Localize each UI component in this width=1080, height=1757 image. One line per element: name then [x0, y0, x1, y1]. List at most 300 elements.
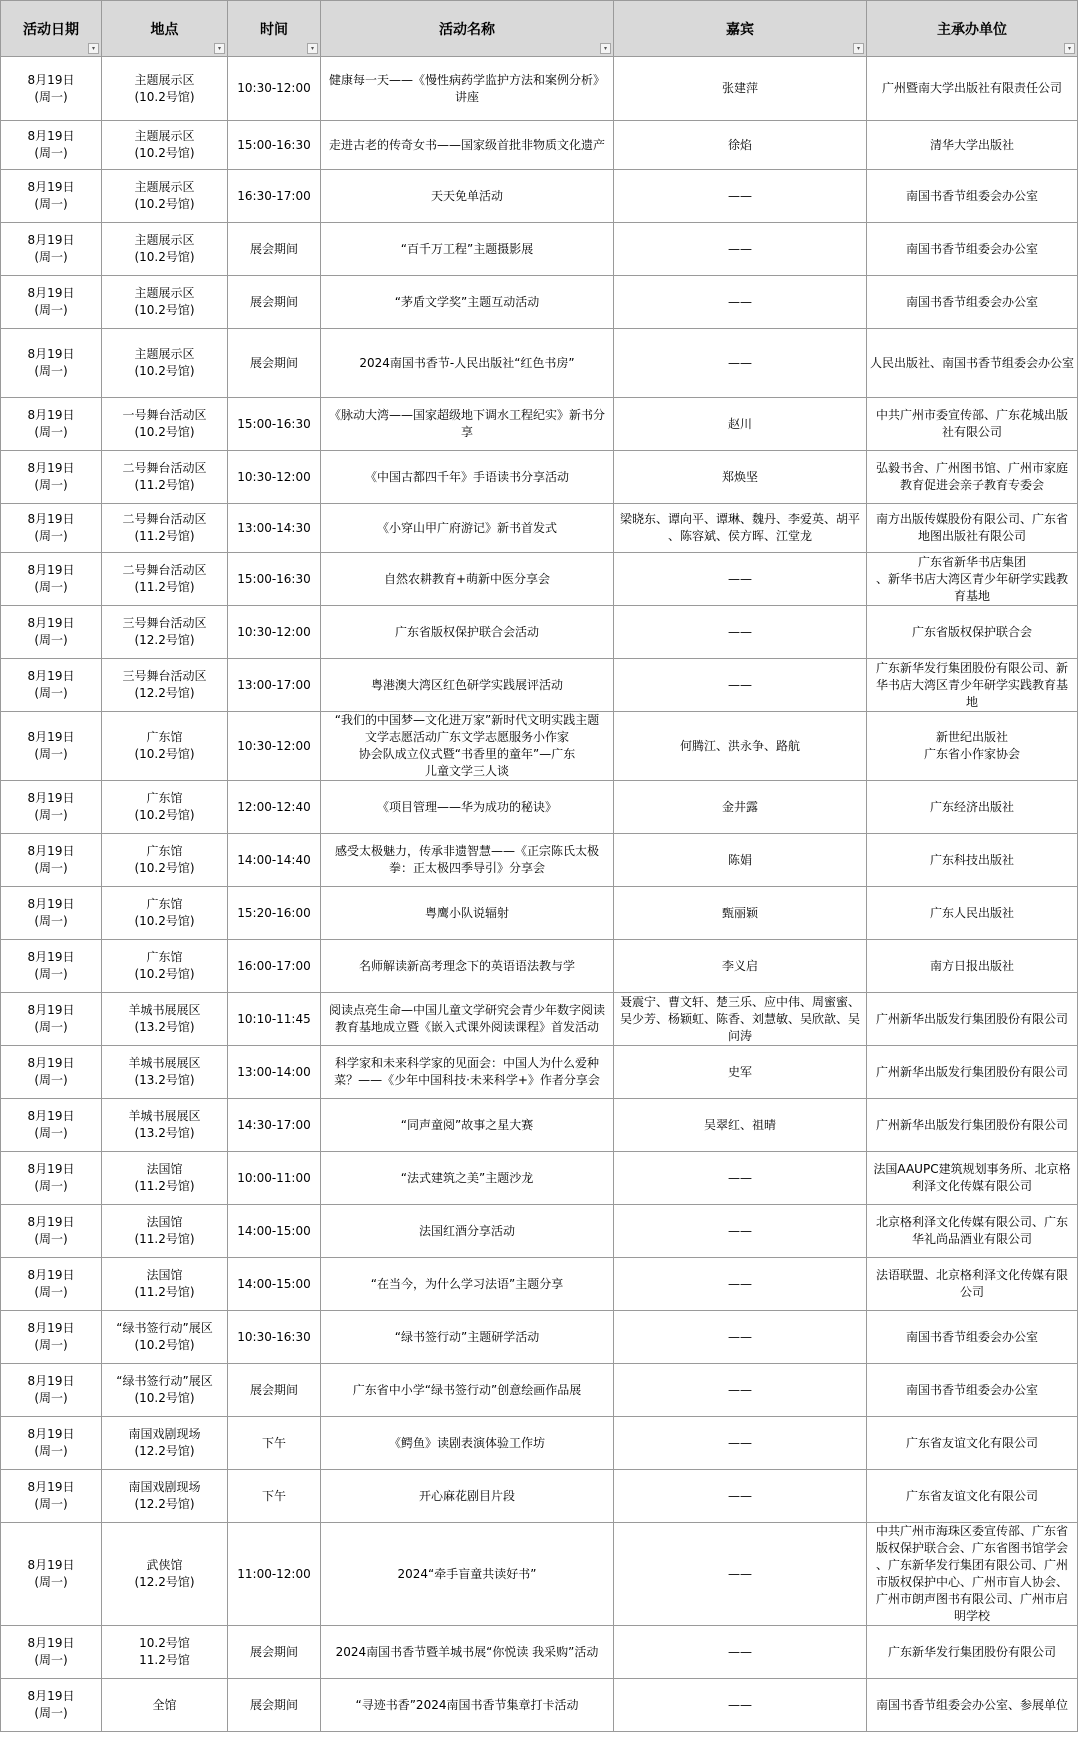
- cell-guest[interactable]: [614, 1364, 867, 1417]
- cell-date[interactable]: [1, 659, 102, 712]
- cell-org[interactable]: [867, 276, 1078, 329]
- cell-venue[interactable]: [102, 553, 228, 606]
- cell-date[interactable]: [1, 276, 102, 329]
- cell-venue[interactable]: [102, 121, 228, 170]
- cell-name[interactable]: [321, 1099, 614, 1152]
- cell-name[interactable]: [321, 398, 614, 451]
- cell-text: 南国书香节组委会办公室、参展单位: [875, 1697, 1068, 1712]
- cell-date[interactable]: [1, 57, 102, 121]
- cell-time[interactable]: [228, 1258, 321, 1311]
- cell-date[interactable]: [1, 1364, 102, 1417]
- cell-venue[interactable]: [102, 1364, 228, 1417]
- column-header-time[interactable]: [228, 1, 321, 57]
- cell-name[interactable]: [321, 712, 614, 781]
- cell-venue[interactable]: [102, 659, 228, 712]
- column-header-label: 活动名称: [439, 21, 495, 38]
- cell-org[interactable]: [867, 1626, 1078, 1679]
- cell-text: 粤鹰小队说辐射: [424, 905, 509, 920]
- cell-date[interactable]: [1, 504, 102, 553]
- cell-text: 广东经济出版社: [929, 799, 1014, 814]
- cell-date[interactable]: [1, 1099, 102, 1152]
- cell-text: 聂震宁、曹文轩、楚三乐、应中伟、周蜜蜜、 吴少芳、杨颖虹、陈香、刘慧敏、吴欣歆、吴 问涛: [619, 994, 860, 1043]
- cell-time[interactable]: [228, 1626, 321, 1679]
- cell-text: 广州暨南大学出版社有限责任公司: [881, 81, 1062, 95]
- cell-date[interactable]: [1, 1205, 102, 1258]
- cell-date[interactable]: [1, 329, 102, 398]
- cell-guest[interactable]: [614, 1679, 867, 1732]
- cell-date[interactable]: [1, 170, 102, 223]
- cell-name[interactable]: [321, 1152, 614, 1205]
- cell-time[interactable]: [228, 223, 321, 276]
- cell-date[interactable]: [1, 1679, 102, 1732]
- cell-time[interactable]: [228, 121, 321, 170]
- cell-text: “在当今，为什么学习法语”主题分享: [370, 1276, 564, 1291]
- cell-guest[interactable]: [614, 121, 867, 170]
- cell-org[interactable]: [867, 121, 1078, 170]
- cell-venue[interactable]: [102, 1046, 228, 1099]
- cell-name[interactable]: [321, 834, 614, 887]
- cell-time[interactable]: [228, 887, 321, 940]
- cell-date[interactable]: [1, 398, 102, 451]
- cell-name[interactable]: [321, 993, 614, 1046]
- cell-name[interactable]: [321, 659, 614, 712]
- cell-text: 10:30-12:00: [237, 624, 311, 639]
- cell-org[interactable]: [867, 993, 1078, 1046]
- cell-guest[interactable]: [614, 887, 867, 940]
- cell-text: 广东省版权保护联合会: [911, 624, 1032, 639]
- cell-guest[interactable]: [614, 504, 867, 553]
- cell-time[interactable]: [228, 1311, 321, 1364]
- cell-text: 13:00-14:30: [237, 520, 311, 535]
- cell-date[interactable]: [1, 553, 102, 606]
- cell-time[interactable]: [228, 940, 321, 993]
- cell-guest[interactable]: [614, 1205, 867, 1258]
- cell-text: 自然农耕教育+萌新中医分享会: [383, 571, 551, 586]
- cell-guest[interactable]: [614, 1311, 867, 1364]
- cell-text: “绿书签行动”主题研学活动: [394, 1329, 540, 1344]
- cell-name[interactable]: [321, 887, 614, 940]
- chevron-down-icon[interactable]: ▾: [214, 43, 225, 54]
- cell-text: ——: [728, 1435, 752, 1450]
- cell-text: 梁晓东、谭向平、谭琳、魏丹、李爱英、胡平 、陈容斌、侯方晖、江堂龙: [619, 512, 860, 543]
- cell-text: 李义启: [721, 958, 758, 973]
- cell-text: 南国书香节组委会办公室: [905, 294, 1038, 309]
- cell-text: 8月19日 (周一): [27, 512, 75, 543]
- cell-text: ——: [728, 188, 752, 203]
- cell-time[interactable]: [228, 1364, 321, 1417]
- cell-text: ——: [728, 241, 752, 256]
- cell-text: 广东馆 (10.2号馆): [134, 791, 195, 822]
- cell-time[interactable]: [228, 1046, 321, 1099]
- cell-time[interactable]: [228, 451, 321, 504]
- cell-time[interactable]: [228, 504, 321, 553]
- cell-text: ——: [728, 1276, 752, 1291]
- cell-org[interactable]: [867, 1099, 1078, 1152]
- cell-text: 法语联盟、北京格利泽文化传媒有限 公司: [875, 1268, 1068, 1299]
- cell-text: 8月19日 (周一): [27, 1480, 75, 1511]
- cell-venue[interactable]: [102, 887, 228, 940]
- cell-guest[interactable]: [614, 1258, 867, 1311]
- cell-time[interactable]: [228, 834, 321, 887]
- cell-org[interactable]: [867, 1470, 1078, 1523]
- cell-org[interactable]: [867, 781, 1078, 834]
- cell-venue[interactable]: [102, 1311, 228, 1364]
- cell-date[interactable]: [1, 1258, 102, 1311]
- cell-text: 郑焕坚: [721, 469, 758, 484]
- cell-text: 羊城书展展区 (13.2号馆): [128, 1003, 201, 1034]
- cell-org[interactable]: [867, 553, 1078, 606]
- cell-date[interactable]: [1, 1152, 102, 1205]
- cell-name[interactable]: [321, 223, 614, 276]
- column-header-org[interactable]: [867, 1, 1078, 57]
- cell-text: 8月19日 (周一): [27, 286, 75, 317]
- cell-org[interactable]: [867, 659, 1078, 712]
- cell-text: 8月19日 (周一): [27, 844, 75, 875]
- cell-text: 主题展示区 (10.2号馆): [134, 347, 195, 378]
- cell-guest[interactable]: [614, 276, 867, 329]
- cell-text: 广州新华出版发行集团股份有限公司: [875, 1064, 1068, 1079]
- cell-time[interactable]: [228, 1205, 321, 1258]
- cell-text: ——: [728, 1329, 752, 1344]
- cell-text: 广东省友谊文化有限公司: [905, 1488, 1038, 1503]
- cell-org[interactable]: [867, 329, 1078, 398]
- cell-text: ——: [728, 355, 752, 370]
- column-header-guest[interactable]: [614, 1, 867, 57]
- cell-name[interactable]: [321, 1311, 614, 1364]
- cell-guest[interactable]: [614, 781, 867, 834]
- cell-venue[interactable]: [102, 940, 228, 993]
- table-row: [1, 553, 1078, 606]
- cell-guest[interactable]: [614, 57, 867, 121]
- cell-text: 15:20-16:00: [237, 905, 311, 920]
- cell-org[interactable]: [867, 1417, 1078, 1470]
- cell-guest[interactable]: [614, 329, 867, 398]
- cell-venue[interactable]: [102, 993, 228, 1046]
- cell-name[interactable]: [321, 606, 614, 659]
- cell-text: ——: [728, 1644, 752, 1659]
- cell-text: “法式建筑之美”主题沙龙: [400, 1170, 534, 1185]
- chevron-down-icon[interactable]: ▾: [88, 43, 99, 54]
- cell-text: 15:00-16:30: [237, 416, 311, 431]
- cell-venue[interactable]: [102, 57, 228, 121]
- cell-text: 10:30-16:30: [237, 1329, 311, 1344]
- cell-time[interactable]: [228, 659, 321, 712]
- cell-date[interactable]: [1, 1417, 102, 1470]
- cell-time[interactable]: [228, 553, 321, 606]
- cell-time[interactable]: [228, 1099, 321, 1152]
- cell-date[interactable]: [1, 1311, 102, 1364]
- cell-guest[interactable]: [614, 223, 867, 276]
- cell-time[interactable]: [228, 170, 321, 223]
- cell-venue[interactable]: [102, 834, 228, 887]
- cell-org[interactable]: [867, 940, 1078, 993]
- cell-text: ——: [728, 1697, 752, 1712]
- cell-org[interactable]: [867, 1258, 1078, 1311]
- cell-time[interactable]: [228, 398, 321, 451]
- cell-text: 8月19日 (周一): [27, 408, 75, 439]
- cell-text: 10:30-12:00: [237, 469, 311, 484]
- cell-org[interactable]: [867, 451, 1078, 504]
- cell-name[interactable]: [321, 170, 614, 223]
- cell-guest[interactable]: [614, 659, 867, 712]
- cell-venue[interactable]: [102, 1679, 228, 1732]
- cell-guest[interactable]: [614, 1523, 867, 1626]
- cell-text: 8月19日 (周一): [27, 233, 75, 264]
- cell-text: ——: [728, 677, 752, 692]
- cell-guest[interactable]: [614, 606, 867, 659]
- cell-date[interactable]: [1, 606, 102, 659]
- chevron-down-icon[interactable]: ▾: [1064, 43, 1075, 54]
- cell-venue[interactable]: [102, 1626, 228, 1679]
- cell-text: 徐焰: [727, 137, 752, 152]
- cell-guest[interactable]: [614, 712, 867, 781]
- cell-date[interactable]: [1, 1046, 102, 1099]
- cell-guest[interactable]: [614, 1626, 867, 1679]
- cell-org[interactable]: [867, 834, 1078, 887]
- cell-venue[interactable]: [102, 1470, 228, 1523]
- table-row: [1, 887, 1078, 940]
- cell-text: 北京格利泽文化传媒有限公司、广东 华礼尚品酒业有限公司: [875, 1215, 1068, 1246]
- cell-venue[interactable]: [102, 1099, 228, 1152]
- cell-name[interactable]: [321, 1417, 614, 1470]
- cell-text: 南方日报出版社: [929, 958, 1014, 973]
- cell-date[interactable]: [1, 1470, 102, 1523]
- cell-org[interactable]: [867, 1046, 1078, 1099]
- cell-time[interactable]: [228, 781, 321, 834]
- cell-text: 15:00-16:30: [237, 571, 311, 586]
- cell-text: 二号舞台活动区 (11.2号馆): [122, 512, 207, 543]
- cell-guest[interactable]: [614, 1046, 867, 1099]
- cell-name[interactable]: [321, 1626, 614, 1679]
- cell-text: 展会期间: [249, 355, 298, 370]
- cell-date[interactable]: [1, 993, 102, 1046]
- cell-time[interactable]: [228, 993, 321, 1046]
- cell-guest[interactable]: [614, 1099, 867, 1152]
- cell-time[interactable]: [228, 606, 321, 659]
- table-row: [1, 1258, 1078, 1311]
- column-header-label: 主承办单位: [937, 21, 1007, 38]
- cell-time[interactable]: [228, 1679, 321, 1732]
- cell-text: 史军: [727, 1064, 752, 1079]
- cell-text: 8月19日 (周一): [27, 1374, 75, 1405]
- cell-name[interactable]: [321, 1364, 614, 1417]
- chevron-down-icon[interactable]: ▾: [853, 43, 864, 54]
- cell-date[interactable]: [1, 834, 102, 887]
- cell-text: 吴翠红、祖晴: [703, 1117, 776, 1132]
- cell-text: 主题展示区 (10.2号馆): [134, 72, 195, 104]
- cell-name[interactable]: [321, 504, 614, 553]
- cell-org[interactable]: [867, 1364, 1078, 1417]
- cell-name[interactable]: [321, 1470, 614, 1523]
- cell-text: 科学家和未来科学家的见面会：中国人为什么爱种 菜？——《少年中国科技·未来科学+》作者分享会: [334, 1056, 600, 1087]
- cell-text: 天天免单活动: [430, 188, 503, 203]
- cell-text: 16:00-17:00: [237, 958, 311, 973]
- cell-text: ——: [728, 1382, 752, 1397]
- cell-time[interactable]: [228, 1523, 321, 1626]
- cell-text: 10:10-11:45: [237, 1011, 311, 1026]
- cell-date[interactable]: [1, 887, 102, 940]
- cell-org[interactable]: [867, 606, 1078, 659]
- cell-guest[interactable]: [614, 993, 867, 1046]
- cell-venue[interactable]: [102, 170, 228, 223]
- cell-org[interactable]: [867, 1311, 1078, 1364]
- cell-time[interactable]: [228, 1417, 321, 1470]
- cell-text: 8月19日 (周一): [27, 347, 75, 378]
- cell-time[interactable]: [228, 712, 321, 781]
- cell-text: 8月19日 (周一): [27, 1056, 75, 1087]
- cell-guest[interactable]: [614, 1470, 867, 1523]
- cell-text: 感受太极魅力，传承非遗智慧——《正宗陈氏太极 拳：正太极四季导引》分享会: [334, 844, 599, 875]
- cell-org[interactable]: [867, 1523, 1078, 1626]
- cell-name[interactable]: [321, 940, 614, 993]
- cell-text: 10:30-12:00: [237, 738, 311, 753]
- cell-venue[interactable]: [102, 781, 228, 834]
- cell-name[interactable]: [321, 121, 614, 170]
- table-row: [1, 170, 1078, 223]
- cell-date[interactable]: [1, 940, 102, 993]
- chevron-down-icon[interactable]: ▾: [600, 43, 611, 54]
- cell-org[interactable]: [867, 1205, 1078, 1258]
- cell-text: 二号舞台活动区 (11.2号馆): [122, 461, 207, 492]
- cell-guest[interactable]: [614, 398, 867, 451]
- column-header-label: 时间: [260, 21, 288, 38]
- cell-text: 法国馆 (11.2号馆): [134, 1268, 195, 1299]
- cell-date[interactable]: [1, 1626, 102, 1679]
- chevron-down-icon[interactable]: ▾: [307, 43, 318, 54]
- cell-org[interactable]: [867, 504, 1078, 553]
- table-row: [1, 712, 1078, 781]
- cell-name[interactable]: [321, 451, 614, 504]
- cell-date[interactable]: [1, 1523, 102, 1626]
- cell-org[interactable]: [867, 57, 1078, 121]
- cell-text: 8月19日 (周一): [27, 1162, 75, 1193]
- cell-time[interactable]: [228, 1152, 321, 1205]
- cell-date[interactable]: [1, 223, 102, 276]
- table-row: [1, 940, 1078, 993]
- cell-text: “我们的中国梦—文化进万家”新时代文明实践主题 文学志愿活动广东文学志愿服务小作家 协会队成立仪式暨“书香里的童年”—广东 儿童文学三人谈: [334, 713, 600, 778]
- table-row: [1, 1205, 1078, 1258]
- cell-text: 《鳄鱼》读剧表演体验工作坊: [388, 1435, 545, 1450]
- cell-org[interactable]: [867, 1679, 1078, 1732]
- cell-text: 8月19日 (周一): [27, 72, 75, 104]
- cell-guest[interactable]: [614, 940, 867, 993]
- cell-venue[interactable]: [102, 1523, 228, 1626]
- cell-time[interactable]: [228, 329, 321, 398]
- cell-text: 8月19日 (周一): [27, 616, 75, 647]
- cell-text: 8月19日 (周一): [27, 129, 75, 160]
- cell-guest[interactable]: [614, 451, 867, 504]
- cell-name[interactable]: [321, 1046, 614, 1099]
- cell-text: 14:30-17:00: [237, 1117, 311, 1132]
- cell-venue[interactable]: [102, 712, 228, 781]
- cell-text: 8月19日 (周一): [27, 669, 75, 700]
- table-row: [1, 659, 1078, 712]
- column-header-venue[interactable]: [102, 1, 228, 57]
- cell-venue[interactable]: [102, 1417, 228, 1470]
- cell-guest[interactable]: [614, 834, 867, 887]
- cell-venue[interactable]: [102, 329, 228, 398]
- cell-venue[interactable]: [102, 1258, 228, 1311]
- cell-name[interactable]: [321, 329, 614, 398]
- cell-name[interactable]: [321, 1523, 614, 1626]
- cell-guest[interactable]: [614, 1417, 867, 1470]
- cell-text: 8月19日 (周一): [27, 950, 75, 981]
- cell-text: 金井露: [721, 799, 758, 814]
- cell-org[interactable]: [867, 223, 1078, 276]
- cell-text: “绿书签行动”展区 (10.2号馆): [116, 1374, 213, 1405]
- cell-name[interactable]: [321, 57, 614, 121]
- cell-text: 三号舞台活动区 (12.2号馆): [122, 616, 207, 647]
- cell-text: “绿书签行动”展区 (10.2号馆): [116, 1321, 213, 1352]
- cell-date[interactable]: [1, 781, 102, 834]
- cell-org[interactable]: [867, 1152, 1078, 1205]
- cell-text: 8月19日 (周一): [27, 1636, 75, 1667]
- cell-venue[interactable]: [102, 1152, 228, 1205]
- cell-name[interactable]: [321, 553, 614, 606]
- cell-venue[interactable]: [102, 504, 228, 553]
- column-header-name[interactable]: [321, 1, 614, 57]
- table-row: [1, 606, 1078, 659]
- cell-venue[interactable]: [102, 451, 228, 504]
- cell-org[interactable]: [867, 170, 1078, 223]
- cell-text: 广东馆 (10.2号馆): [134, 844, 195, 875]
- cell-text: 广东省版权保护联合会活动: [394, 624, 539, 639]
- cell-date[interactable]: [1, 121, 102, 170]
- cell-venue[interactable]: [102, 1205, 228, 1258]
- cell-org[interactable]: [867, 398, 1078, 451]
- cell-venue[interactable]: [102, 398, 228, 451]
- cell-date[interactable]: [1, 712, 102, 781]
- cell-name[interactable]: [321, 781, 614, 834]
- column-header-date[interactable]: [1, 1, 102, 57]
- cell-text: 羊城书展展区 (13.2号馆): [128, 1109, 201, 1140]
- cell-name[interactable]: [321, 1205, 614, 1258]
- table-row: [1, 57, 1078, 121]
- cell-text: 武侠馆 (12.2号馆): [134, 1558, 195, 1589]
- cell-text: 广东新华发行集团股份有限公司、新 华书店大湾区青少年研学实践教育基 地: [875, 660, 1068, 709]
- cell-guest[interactable]: [614, 170, 867, 223]
- cell-text: 8月19日 (周一): [27, 1268, 75, 1299]
- table-body: [1, 57, 1078, 1732]
- cell-venue[interactable]: [102, 223, 228, 276]
- cell-text: 8月19日 (周一): [27, 730, 75, 761]
- cell-name[interactable]: [321, 1679, 614, 1732]
- cell-guest[interactable]: [614, 553, 867, 606]
- cell-time[interactable]: [228, 1470, 321, 1523]
- cell-org[interactable]: [867, 887, 1078, 940]
- cell-time[interactable]: [228, 276, 321, 329]
- cell-time[interactable]: [228, 57, 321, 121]
- table-row: [1, 451, 1078, 504]
- cell-text: 8月19日 (周一): [27, 461, 75, 492]
- cell-text: 11:00-12:00: [237, 1566, 311, 1581]
- cell-text: 广东省新华书店集团 、新华书店大湾区青少年研学实践教 育基地: [875, 554, 1068, 603]
- table-row: [1, 329, 1078, 398]
- cell-org[interactable]: [867, 712, 1078, 781]
- cell-name[interactable]: [321, 276, 614, 329]
- table-row: [1, 1523, 1078, 1626]
- cell-text: 阅读点亮生命—中国儿童文学研究会青少年数字阅读 教育基地成立暨《嵌入式课外阅读课程》首发活动: [328, 1003, 605, 1034]
- cell-date[interactable]: [1, 451, 102, 504]
- cell-guest[interactable]: [614, 1152, 867, 1205]
- cell-name[interactable]: [321, 1258, 614, 1311]
- cell-text: 8月19日 (周一): [27, 1109, 75, 1140]
- cell-venue[interactable]: [102, 276, 228, 329]
- cell-text: 8月19日 (周一): [27, 1215, 75, 1246]
- cell-text: “寻迹书香”2024南国书香节集章打卡活动: [355, 1697, 579, 1712]
- cell-venue[interactable]: [102, 606, 228, 659]
- cell-text: 新世纪出版社 广东省小作家协会: [923, 730, 1020, 761]
